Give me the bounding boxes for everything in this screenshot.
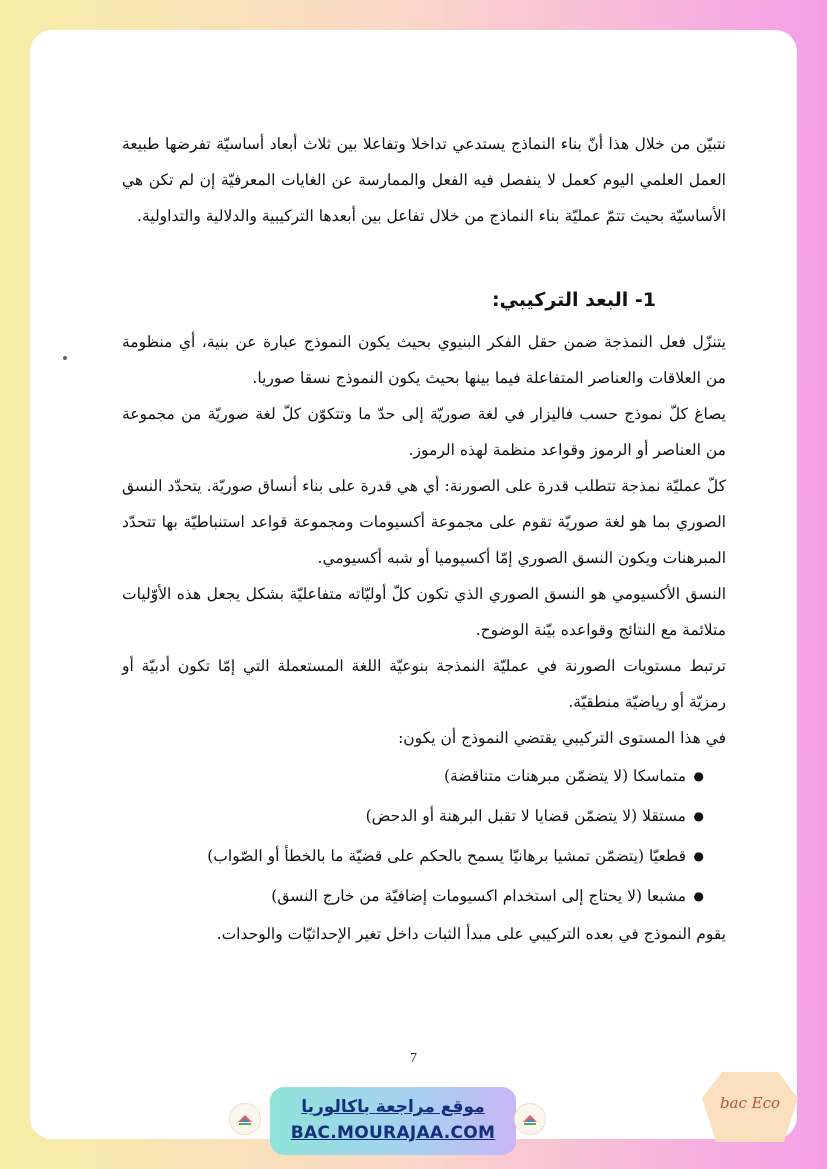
paragraph-axiomatic: النسق الأكسيومي هو النسق الصوري الذي تكون كلّ أوليّاته متفاعليّة بشكل يجعل هذه الأوّليات متلائمة مع النتائج وقواعده بيّنة الوضوح. (122, 585, 726, 639)
bac-eco-badge (700, 1068, 800, 1148)
site-url: BAC.MOURAJAA.COM (290, 1123, 496, 1143)
intro-paragraph: نتبيّن من خلال هذا أنّ بناء النماذج يستدعي تداخلا وتفاعلا بين ثلاث أبعاد أساسيّة تفرضها طبيعة العمل العلمي اليوم كعمل لا ينفصل فيه الفعل والممارسة عن الغايات المعرفيّة إن لم تكن هي الأساسيّة بحيث تتمّ عمليّة بناء النماذج من خلال تفاعل بين أبعدها التركيبية والدلالية والتداولية. (122, 135, 726, 225)
page-number: 7 (410, 1051, 417, 1066)
bullet-icon: ● (693, 769, 704, 783)
site-banner-link[interactable] (270, 1087, 516, 1155)
site-logo-icon (514, 1103, 546, 1135)
closing-paragraph: يقوم النموذج في بعده التركيبي على مبدأ الثبات داخل تغير الإحداثيّات والوحدات. (216, 925, 726, 943)
document-body (122, 126, 726, 952)
paragraph-requirements-intro: في هذا المستوى التركيبي يقتضي النموذج أن يكون: (398, 729, 726, 747)
bullet-icon: ● (693, 849, 704, 863)
list-item: ● قطعيّا (يتضمّن تمشيا برهانيّا يسمح بالحكم على قضيّة ما بالخطأ أو الصّواب) (122, 836, 704, 876)
paragraph-formal-language: يصاغ كلّ نموذج حسب فاليزار في لغة صوريّة إلى حدّ ما وتتكوّن كلّ لغة صوريّة من مجموعة من العناصر أو الرموز وقواعد منظمة لهذه الرموز. (122, 405, 726, 459)
requirements-list (122, 756, 726, 916)
paragraph-structure: يتنزّل فعل النمذجة ضمن حقل الفكر البنيوي بحيث يكون النموذج عبارة عن بنية، أي منظومة من العلاقات والعناصر المتفاعلة فيما بينها بحيث يكون النموذج نسقا صوريا. (122, 333, 726, 387)
document-page (30, 30, 797, 1139)
site-logo-icon (229, 1103, 261, 1135)
badge-text: bac Eco (719, 1094, 781, 1112)
section-heading: 1- البعد التركيبي: (491, 289, 656, 311)
bullet-icon: ● (693, 809, 704, 823)
margin-mark (63, 356, 67, 360)
bullet-icon: ● (693, 889, 704, 903)
list-item: ● مستقلا (لا يتضمّن قضايا لا تقبل البرهنة أو الدحض) (122, 796, 704, 836)
paragraph-formalization: كلّ عمليّة نمذجة تتطلب قدرة على الصورنة: أي هي قدرة على بناء أنساق صوريّة. يتحدّد النسق الصوري بما هو لغة صوريّة تقوم على مجموعة أكسيومات ومجموعة قواعد استنباطيّة بها تتحدّد المبرهنات ويكون النسق الصوري إمّا أكسيوميا أو شبه أكسيومي. (122, 477, 726, 567)
list-item: ● مشبعا (لا يحتاج إلى استخدام اكسيومات إضافيّة من خارج النسق) (122, 876, 704, 916)
list-item: ● متماسكا (لا يتضمّن مبرهنات متناقضة) (122, 756, 704, 796)
site-name: موقع مراجعة باكالوريا (301, 1097, 485, 1117)
paragraph-levels: ترتبط مستويات الصورنة في عمليّة النمذجة بنوعيّة اللغة المستعملة التي إمّا تكون أدبيّة أو رمزيّة أو رياضيّة منطقيّة. (122, 657, 726, 711)
